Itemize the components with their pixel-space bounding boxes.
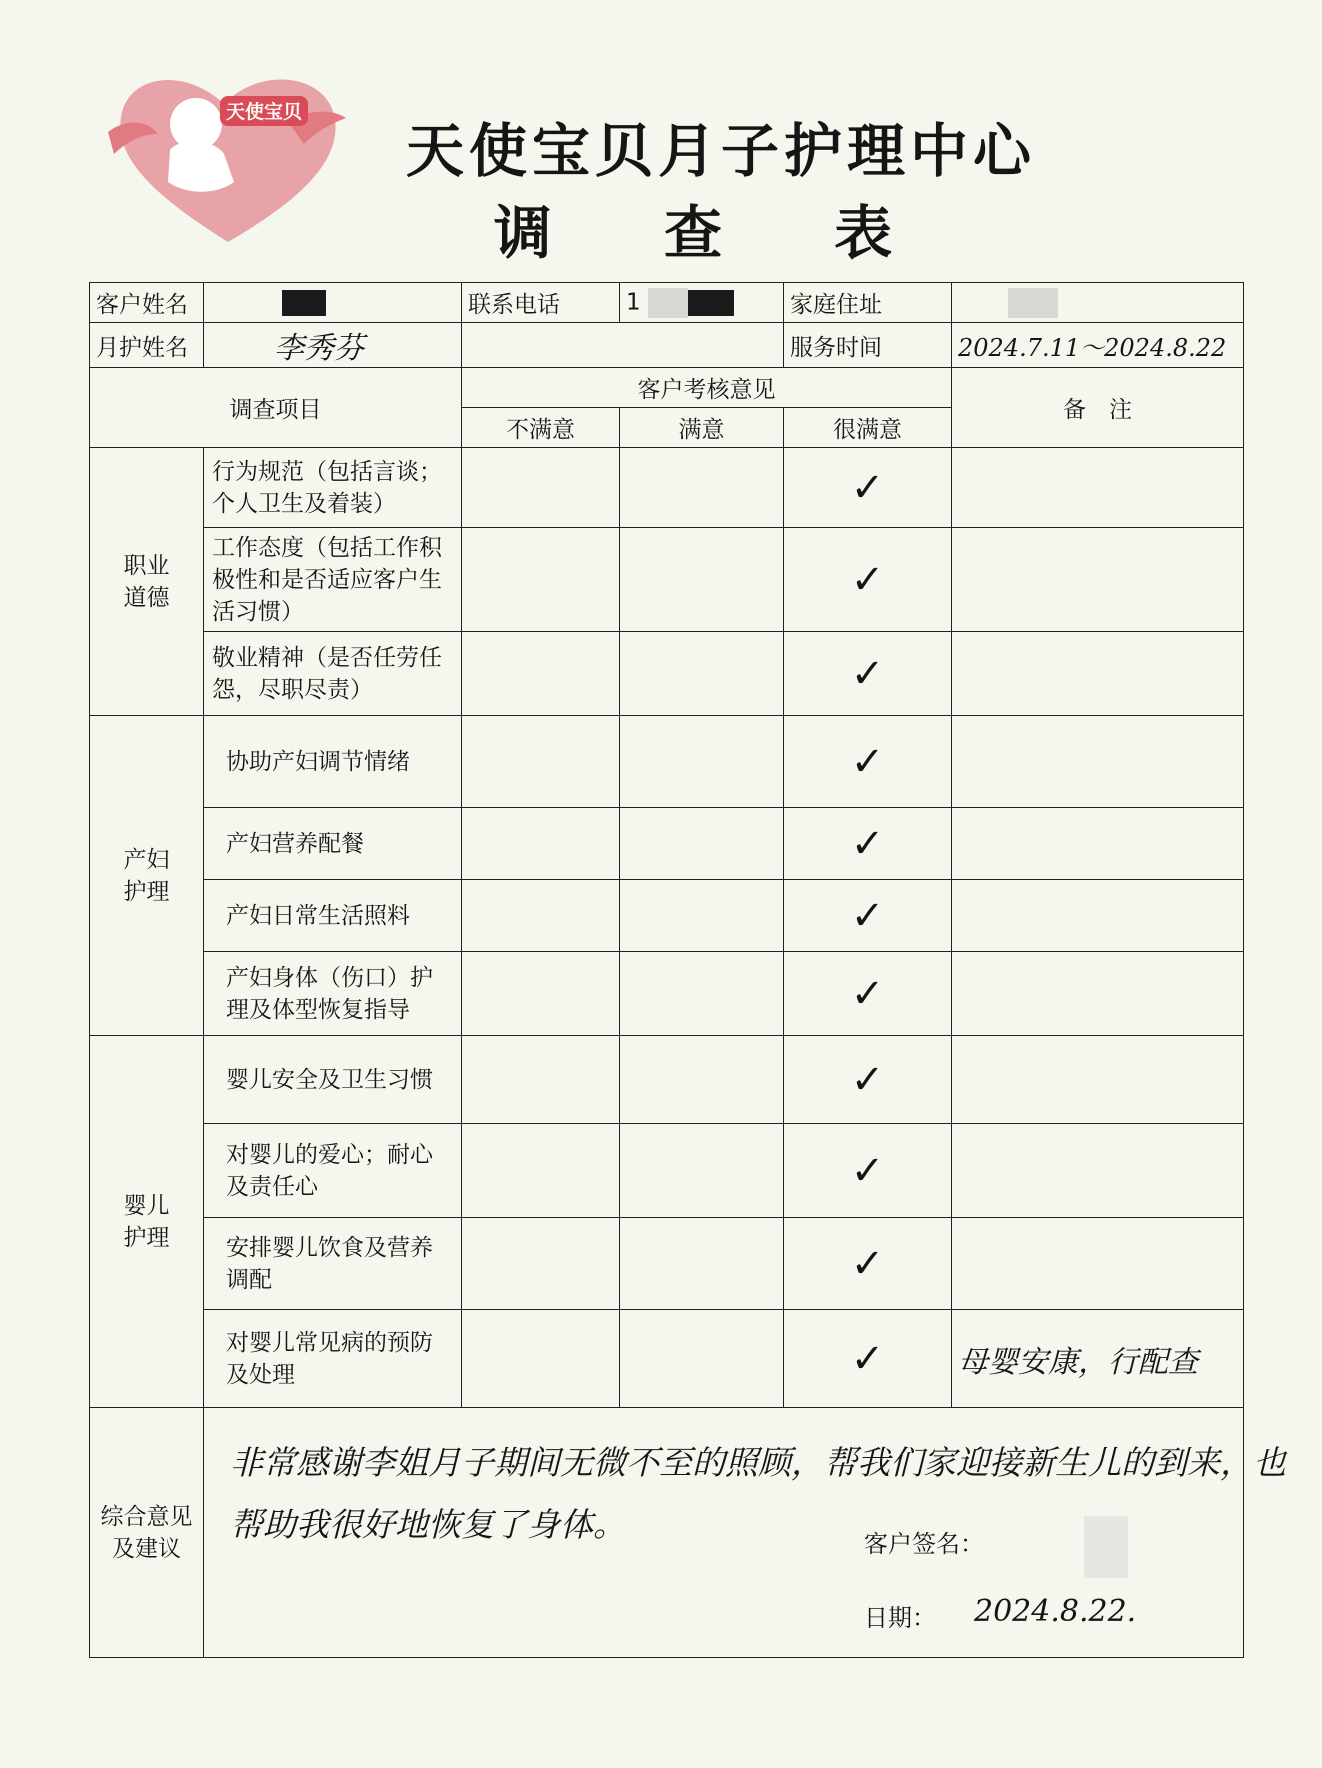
check-mark-icon: ✓: [850, 738, 885, 785]
remark-cell: [952, 880, 1244, 952]
very-satisfied-cell: [784, 1036, 952, 1124]
check-mark-icon: ✓: [850, 464, 885, 511]
opinion-header: 客户考核意见: [462, 368, 952, 408]
survey-item-label: 产妇身体（伤口）护 理及体型恢复指导: [204, 952, 462, 1036]
very-satisfied-cell: [784, 716, 952, 808]
very-satisfied-cell: [784, 952, 952, 1036]
remark-cell: 母婴安康，行配查: [952, 1310, 1244, 1408]
check-mark-icon: ✓: [850, 970, 885, 1017]
survey-row: [90, 1036, 1244, 1124]
remarks-header: 备 注: [952, 368, 1244, 448]
date-value: 2024.8.22.: [974, 1594, 1137, 1629]
unsatisfied-cell: [462, 448, 620, 528]
satisfied-cell: [620, 1218, 784, 1310]
survey-row: [90, 1310, 1244, 1408]
very-satisfied-cell: [784, 448, 952, 528]
check-mark-icon: ✓: [850, 1240, 885, 1287]
survey-item-label: 协助产妇调节情绪: [204, 716, 462, 808]
unsatisfied-cell: [462, 880, 620, 952]
unsatisfied-cell: [462, 1218, 620, 1310]
satisfied-cell: [620, 716, 784, 808]
survey-row: [90, 1124, 1244, 1218]
satisfied-cell: [620, 880, 784, 952]
signature-redacted: [1084, 1516, 1128, 1578]
very-satisfied-cell: [784, 880, 952, 952]
remark-cell: [952, 632, 1244, 716]
summary-text: 非常感谢李姐月子期间无微不至的照顾，帮我们家迎接新生儿的到来，也帮助我很好地恢复了身体。: [230, 1443, 1286, 1544]
nurse-name-value: 李秀芬: [204, 323, 462, 368]
survey-row: [90, 880, 1244, 952]
customer-name-value: [204, 283, 462, 323]
satisfied-cell: [620, 1036, 784, 1124]
service-time-label: 服务时间: [784, 323, 952, 368]
remark-cell: [952, 952, 1244, 1036]
very-satisfied-cell: [784, 1218, 952, 1310]
remark-cell: [952, 448, 1244, 528]
summary-row: [90, 1408, 1244, 1658]
remark-cell: [952, 528, 1244, 632]
phone-value: 1: [620, 283, 784, 323]
section-label: 婴儿 护理: [90, 1036, 204, 1408]
satisfied-cell: [620, 952, 784, 1036]
survey-item-label: 行为规范（包括言谈； 个人卫生及着装）: [204, 448, 462, 528]
check-mark-icon: ✓: [850, 1056, 885, 1103]
survey-row: [90, 448, 1244, 528]
satisfied-cell: [620, 448, 784, 528]
survey-row: [90, 632, 1244, 716]
survey-item-label: 工作态度（包括工作积 极性和是否适应客户生 活习惯）: [204, 528, 462, 632]
very-satisfied-cell: [784, 632, 952, 716]
satisfied-header: 满意: [620, 408, 784, 448]
nurse-name-label: 月护姓名: [90, 323, 204, 368]
survey-row: [90, 716, 1244, 808]
survey-item-label: 对婴儿的爱心；耐心 及责任心: [204, 1124, 462, 1218]
unsatisfied-cell: [462, 1124, 620, 1218]
check-mark-icon: ✓: [850, 1335, 885, 1382]
unsatisfied-header: 不满意: [462, 408, 620, 448]
form-title: 天使宝贝月子护理中心: [405, 117, 1036, 185]
unsatisfied-cell: [462, 632, 620, 716]
survey-item-label: 对婴儿常见病的预防 及处理: [204, 1310, 462, 1408]
survey-item-header: 调查项目: [90, 368, 462, 448]
survey-item-label: 敬业精神（是否任劳任 怨，尽职尽责）: [204, 632, 462, 716]
very-satisfied-cell: [784, 808, 952, 880]
satisfied-cell: [620, 632, 784, 716]
phone-label: 联系电话: [462, 283, 620, 323]
summary-cell: [204, 1408, 1286, 1658]
service-time-value: 2024.7.11～2024.8.22: [952, 323, 1244, 368]
remark-cell: [952, 808, 1244, 880]
remark-cell: [952, 716, 1244, 808]
date-label: 日期：: [864, 1604, 936, 1632]
summary-label: 综合意见 及建议: [90, 1408, 204, 1658]
survey-row: [90, 952, 1244, 1036]
survey-item-label: 婴儿安全及卫生习惯: [204, 1036, 462, 1124]
survey-row: [90, 1218, 1244, 1310]
unsatisfied-cell: [462, 1310, 620, 1408]
section-label: 职业 道德: [90, 448, 204, 716]
unsatisfied-cell: [462, 808, 620, 880]
very-satisfied-cell: [784, 1124, 952, 1218]
check-mark-icon: ✓: [850, 1147, 885, 1194]
satisfied-cell: [620, 1310, 784, 1408]
unsatisfied-cell: [462, 1036, 620, 1124]
survey-table: [89, 282, 1286, 1658]
check-mark-icon: ✓: [850, 892, 885, 939]
blank-cell: [462, 323, 784, 368]
check-mark-icon: ✓: [850, 650, 885, 697]
remark-cell: [952, 1218, 1244, 1310]
survey-item-label: 产妇日常生活照料: [204, 880, 462, 952]
satisfied-cell: [620, 1124, 784, 1218]
survey-item-label: 产妇营养配餐: [204, 808, 462, 880]
customer-name-label: 客户姓名: [90, 283, 204, 323]
check-mark-icon: ✓: [850, 820, 885, 867]
address-label: 家庭住址: [784, 283, 952, 323]
satisfied-cell: [620, 528, 784, 632]
remark-cell: [952, 1036, 1244, 1124]
survey-item-label: 安排婴儿饮食及营养 调配: [204, 1218, 462, 1310]
unsatisfied-cell: [462, 952, 620, 1036]
form-subtitle: 调 查 表: [493, 199, 939, 267]
survey-row: [90, 528, 1244, 632]
logo-text: 天使宝贝: [225, 101, 303, 123]
section-label: 产妇 护理: [90, 716, 204, 1036]
remark-cell: [952, 1124, 1244, 1218]
very-satisfied-header: 很满意: [784, 408, 952, 448]
signature-label: 客户签名：: [864, 1530, 984, 1558]
unsatisfied-cell: [462, 716, 620, 808]
very-satisfied-cell: [784, 528, 952, 632]
survey-row: [90, 808, 1244, 880]
unsatisfied-cell: [462, 528, 620, 632]
check-mark-icon: ✓: [850, 556, 885, 603]
very-satisfied-cell: [784, 1310, 952, 1408]
address-value: [952, 283, 1244, 323]
satisfied-cell: [620, 808, 784, 880]
